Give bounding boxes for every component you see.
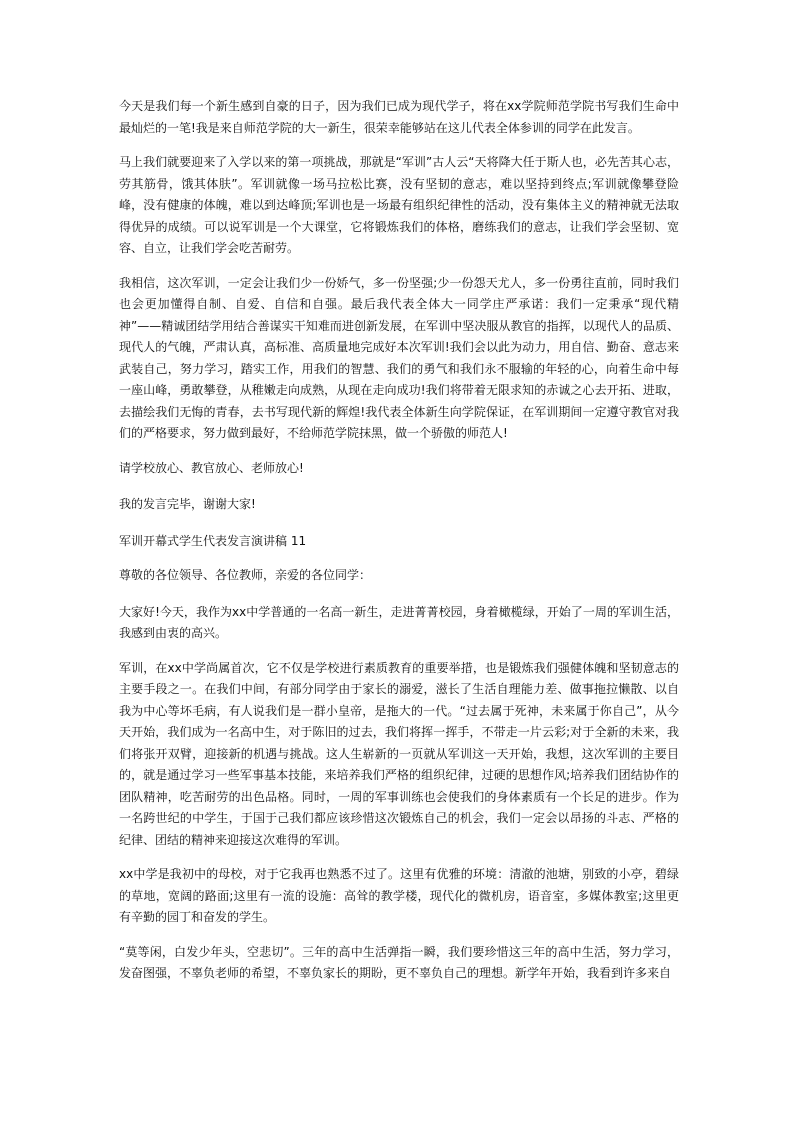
paragraph-3: 我相信，这次军训，一定会让我们少一份娇气，多一份坚强;少一份怨天尤人，多一份勇往直前，同时我们也会更加懂得自制、自爱、自信和自强。最后我代表全体大一同学庄严承诺：我们一定秉承“现代精神”——精诚团结学用结合善谋实干知难而进创新发展，在军训中坚决服从教官的指挥，以现代人的品质、现代人的气魄，严肃认真，高标准、高质量地完成好本次军训!我们会以此为动力，用自信、勤奋、意志来武装自己，努力学习，踏实工作，用我们的智慧、我们的勇气和我们永不服输的年轻的心，向着生命中每一座山峰，勇敢攀登，从稚嫩走向成熟，从现在走向成功!我们将带着无限求知的赤诚之心去开拓、进取，去描绘我们无悔的青春，去书写现代新的辉煌!我代表全体新生向学院保证，在军训期间一定遵守教官对我们的严格要求，努力做到最好，不给师范学院抹黑，做一个骄傲的师范人! [119, 275, 679, 440]
paragraph-4: 请学校放心、教官放心、老师放心! [119, 460, 304, 475]
paragraph-5: 我的发言完毕，谢谢大家! [119, 497, 256, 511]
paragraph-7: 军训，在xx中学尚属首次，它不仅是学校进行素质教育的重要举措，也是锻炼我们强健体魄和坚韧意志的主要手段之一。在我们中间，有部分同学由于家长的溺爱，滋长了生活自理能力差、做事拖拉懒散、以自我为中心等坏毛病，有人说我们是一群小皇帝，是拖大的一代。“过去属于死神，未来属于你自己”，从今天开始，我们成为一名高中生，对于陈旧的过去，我们将挥一挥手，不带走一片云彩;对于全新的未来，我们将张开双臂，迎接新的机遇与挑战。这人生崭新的一页就从军训这一天开始，我想，这次军训的主要目的，就是通过学习一些军事基本技能，来培养我们严格的组织纪律，过硬的思想作风;培养我们团结协作的团队精神，吃苦耐劳的出色品格。同时，一周的军事训练也会使我们的身体素质有一个长足的进步。作为一名跨世纪的中学生，于国于己我们都应该珍惜这次锻炼自己的机会，我们一定会以昂扬的斗志、严格的纪律、团结的精神来迎接这次难得的军训。 [119, 660, 679, 847]
paragraph-2: 马上我们就要迎来了入学以来的第一项挑战，那就是“军训”古人云“天将降大任于斯人也，必先苦其心志，劳其筋骨，饿其体肤”。军训就像一场马拉松比赛，没有坚韧的意志，难以坚持到终点;军训就像攀登险峰，没有健康的体魄，难以到达峰顶;军训也是一场最有组织纪律性的活动，没有集体主义的精神就无法取得优异的成绩。可以说军训是一个大课堂，它将锻炼我们的体格，磨练我们的意志，让我们学会坚韧、宽容、自立，让我们学会吃苦耐劳。 [119, 155, 679, 255]
paragraph-1: 今天是我们每一个新生感到自豪的日子，因为我们已成为现代学子，将在xx学院师范学院书写我们生命中最灿烂的一笔!我是来自师范学院的大一新生，很荣幸能够站在这儿代表全体参训的同学在此发言。 [119, 99, 679, 135]
document-page [119, 96, 679, 998]
paragraph-8: xx中学是我初中的母校，对于它我再也熟悉不过了。这里有优雅的环境：清澈的池塘，别致的小亭，碧绿的草地，宽阔的路面;这里有一流的设施：高耸的教学楼，现代化的微机房，语音室，多媒体教室;这里更有辛勤的园丁和奋发的学生。 [119, 867, 679, 924]
salutation: 尊敬的各位领导、各位教师，亲爱的各位同学： [119, 568, 372, 582]
section-title: 军训开幕式学生代表发言演讲稿 11 [119, 533, 307, 548]
paragraph-9: “莫等闲，白发少年头，空悲切”。三年的高中生活弹指一瞬，我们要珍惜这三年的高中生活，努力学习，发奋图强，不辜负老师的希望，不辜负家长的期盼，更不辜负自己的理想。新学年开始，我看到许多来自 [119, 944, 679, 980]
paragraph-6: 大家好!今天，我作为xx中学普通的一名高一新生，走进菁菁校园，身着橄榄绿，开始了一周的军训生活，我感到由衷的高兴。 [119, 604, 679, 640]
